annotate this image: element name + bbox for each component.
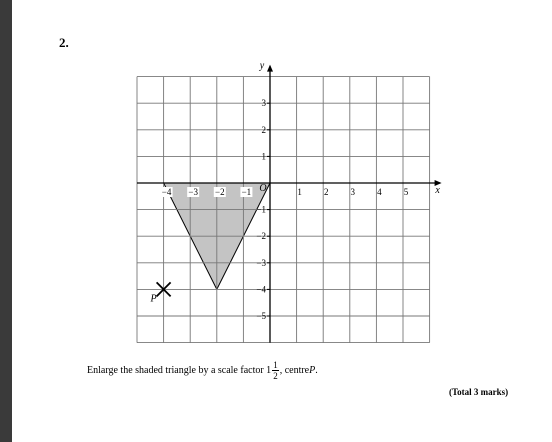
fraction-numerator: 1 xyxy=(273,360,278,370)
total-marks: (Total 3 marks) xyxy=(449,387,509,397)
y-tick-label: 1 xyxy=(261,151,266,162)
y-tick-label: −5 xyxy=(256,311,266,321)
centre-label: P xyxy=(150,293,157,305)
y-tick-label: −1 xyxy=(256,204,266,215)
x-tick-label: 5 xyxy=(403,187,409,197)
y-tick-label: −4 xyxy=(256,284,266,295)
instruction-centre-label: P xyxy=(309,365,316,376)
x-tick-label: 4 xyxy=(377,187,382,197)
x-axis-label: x xyxy=(435,185,440,196)
y-tick-label: −2 xyxy=(256,231,266,242)
x-tick-label: 1 xyxy=(297,187,302,197)
y-tick-label: 2 xyxy=(261,124,266,135)
instruction-text xyxy=(87,360,318,381)
origin-label: O xyxy=(259,183,267,194)
instruction-prefix: Enlarge the shaded triangle by a scale factor 1 xyxy=(87,365,272,376)
x-tick-label: −2 xyxy=(215,187,225,197)
x-tick-label: 2 xyxy=(323,187,329,197)
x-tick-label: −3 xyxy=(188,187,198,197)
x-tick-label: −1 xyxy=(241,187,252,197)
tick-labels xyxy=(150,61,441,321)
y-tick-label: −3 xyxy=(256,257,266,268)
scale-fraction xyxy=(272,360,279,381)
y-axis-label: y xyxy=(259,60,265,72)
instruction-end: . xyxy=(315,365,318,376)
instruction-suffix: , centre xyxy=(279,365,310,376)
y-axis-arrow xyxy=(267,65,273,72)
fraction-denominator: 2 xyxy=(273,371,278,381)
x-tick-label: 3 xyxy=(350,187,356,197)
question-number: 2. xyxy=(59,35,69,50)
y-tick-label: 3 xyxy=(261,98,266,109)
x-tick-label: −4 xyxy=(161,187,172,197)
grid-lines xyxy=(137,77,430,343)
